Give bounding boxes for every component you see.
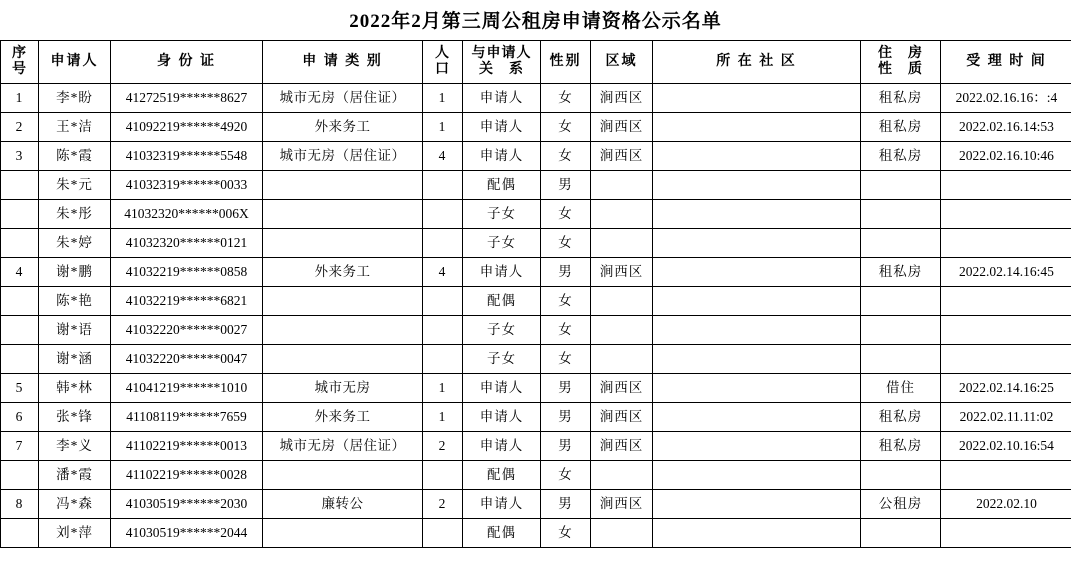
table-body <box>1 84 1071 548</box>
table-row <box>1 345 1071 374</box>
cell-applicant: 潘*霞 <box>39 461 111 490</box>
cell-accept-time: 2022.02.14.16:45 <box>941 258 1071 287</box>
cell-id-number: 41108119******7659 <box>111 403 263 432</box>
cell-id-number: 41272519******8627 <box>111 84 263 113</box>
cell-community <box>653 258 861 287</box>
cell-accept-time: 2022.02.16.14:53 <box>941 113 1071 142</box>
cell-seq: 6 <box>1 403 39 432</box>
cell-applicant: 刘*萍 <box>39 519 111 548</box>
cell-application-type: 城市无房（居住证） <box>263 84 423 113</box>
header-housing-type-line1: 住 房 <box>878 46 923 62</box>
cell-housing-type <box>861 200 941 229</box>
cell-relationship: 申请人 <box>463 258 541 287</box>
cell-population <box>423 316 463 345</box>
header-gender: 性别 <box>541 41 591 84</box>
cell-community <box>653 287 861 316</box>
table-row <box>1 374 1071 403</box>
cell-id-number: 41032219******6821 <box>111 287 263 316</box>
table-row <box>1 200 1071 229</box>
cell-housing-type <box>861 345 941 374</box>
cell-gender: 女 <box>541 519 591 548</box>
cell-housing-type <box>861 461 941 490</box>
cell-id-number: 41092219******4920 <box>111 113 263 142</box>
cell-application-type: 城市无房（居住证） <box>263 432 423 461</box>
cell-applicant: 谢*涵 <box>39 345 111 374</box>
cell-relationship: 申请人 <box>463 113 541 142</box>
header-housing-type <box>861 41 941 84</box>
cell-district <box>591 461 653 490</box>
cell-district <box>591 287 653 316</box>
cell-housing-type: 租私房 <box>861 432 941 461</box>
cell-accept-time <box>941 171 1071 200</box>
cell-district <box>591 229 653 258</box>
cell-community <box>653 113 861 142</box>
cell-housing-type: 租私房 <box>861 258 941 287</box>
table-row <box>1 490 1071 519</box>
cell-housing-type <box>861 229 941 258</box>
header-relationship-line1: 与申请人 <box>471 46 532 62</box>
header-applicant: 申请人 <box>39 41 111 84</box>
cell-applicant: 朱*婷 <box>39 229 111 258</box>
cell-seq: 5 <box>1 374 39 403</box>
cell-id-number: 41032320******006X <box>111 200 263 229</box>
cell-district: 涧西区 <box>591 258 653 287</box>
cell-community <box>653 519 861 548</box>
cell-relationship: 配偶 <box>463 287 541 316</box>
table-row <box>1 84 1071 113</box>
cell-seq <box>1 316 39 345</box>
cell-gender: 男 <box>541 403 591 432</box>
header-community: 所 在 社 区 <box>653 41 861 84</box>
cell-community <box>653 432 861 461</box>
header-seq-line2: 号 <box>12 62 27 77</box>
cell-accept-time: 2022.02.16.10:46 <box>941 142 1071 171</box>
cell-housing-type: 公租房 <box>861 490 941 519</box>
cell-population: 1 <box>423 374 463 403</box>
cell-seq: 8 <box>1 490 39 519</box>
table-row <box>1 142 1071 171</box>
cell-id-number: 41032220******0027 <box>111 316 263 345</box>
cell-application-type <box>263 171 423 200</box>
cell-district: 涧西区 <box>591 490 653 519</box>
cell-gender: 女 <box>541 287 591 316</box>
header-application-type: 申 请 类 别 <box>263 41 423 84</box>
cell-relationship: 子女 <box>463 229 541 258</box>
table-row <box>1 258 1071 287</box>
header-district: 区域 <box>591 41 653 84</box>
cell-accept-time: 2022.02.16.16：:4 <box>941 84 1071 113</box>
cell-seq: 4 <box>1 258 39 287</box>
cell-applicant: 冯*森 <box>39 490 111 519</box>
cell-housing-type: 租私房 <box>861 403 941 432</box>
cell-relationship: 配偶 <box>463 171 541 200</box>
cell-accept-time <box>941 200 1071 229</box>
cell-district: 涧西区 <box>591 84 653 113</box>
cell-seq <box>1 229 39 258</box>
cell-gender: 女 <box>541 316 591 345</box>
cell-community <box>653 171 861 200</box>
header-population-line1: 人 <box>435 46 450 62</box>
header-accept-time: 受 理 时 间 <box>941 41 1071 84</box>
cell-accept-time <box>941 461 1071 490</box>
cell-accept-time: 2022.02.11.11:02 <box>941 403 1071 432</box>
cell-population <box>423 229 463 258</box>
table-row <box>1 519 1071 548</box>
cell-applicant: 朱*元 <box>39 171 111 200</box>
cell-applicant: 韩*林 <box>39 374 111 403</box>
cell-housing-type <box>861 287 941 316</box>
cell-application-type <box>263 461 423 490</box>
cell-accept-time <box>941 287 1071 316</box>
header-id-number: 身 份 证 <box>111 41 263 84</box>
cell-community <box>653 200 861 229</box>
cell-applicant: 张*锋 <box>39 403 111 432</box>
cell-population: 2 <box>423 432 463 461</box>
cell-district <box>591 200 653 229</box>
cell-applicant: 谢*语 <box>39 316 111 345</box>
cell-gender: 女 <box>541 84 591 113</box>
table-row <box>1 171 1071 200</box>
cell-relationship: 申请人 <box>463 142 541 171</box>
cell-application-type: 外来务工 <box>263 258 423 287</box>
cell-population: 4 <box>423 258 463 287</box>
cell-housing-type <box>861 316 941 345</box>
cell-population <box>423 519 463 548</box>
cell-relationship: 申请人 <box>463 84 541 113</box>
cell-application-type: 城市无房（居住证） <box>263 142 423 171</box>
cell-accept-time <box>941 345 1071 374</box>
cell-gender: 男 <box>541 374 591 403</box>
cell-seq <box>1 171 39 200</box>
cell-population: 1 <box>423 113 463 142</box>
cell-accept-time: 2022.02.10 <box>941 490 1071 519</box>
cell-population: 2 <box>423 490 463 519</box>
cell-applicant: 朱*彤 <box>39 200 111 229</box>
cell-gender: 女 <box>541 113 591 142</box>
cell-community <box>653 84 861 113</box>
cell-accept-time <box>941 229 1071 258</box>
cell-district: 涧西区 <box>591 374 653 403</box>
cell-relationship: 子女 <box>463 345 541 374</box>
header-housing-type-line2: 性 质 <box>878 62 923 77</box>
cell-population <box>423 200 463 229</box>
table-row <box>1 316 1071 345</box>
cell-seq <box>1 287 39 316</box>
cell-community <box>653 403 861 432</box>
cell-relationship: 申请人 <box>463 374 541 403</box>
cell-accept-time <box>941 519 1071 548</box>
cell-gender: 女 <box>541 200 591 229</box>
cell-applicant: 陈*艳 <box>39 287 111 316</box>
cell-gender: 女 <box>541 345 591 374</box>
cell-applicant: 王*洁 <box>39 113 111 142</box>
cell-id-number: 41032320******0121 <box>111 229 263 258</box>
cell-gender: 女 <box>541 229 591 258</box>
table-row <box>1 432 1071 461</box>
cell-id-number: 41041219******1010 <box>111 374 263 403</box>
cell-seq <box>1 519 39 548</box>
cell-gender: 男 <box>541 258 591 287</box>
cell-relationship: 配偶 <box>463 461 541 490</box>
cell-relationship: 子女 <box>463 316 541 345</box>
cell-application-type: 城市无房 <box>263 374 423 403</box>
cell-seq: 3 <box>1 142 39 171</box>
cell-gender: 男 <box>541 171 591 200</box>
cell-gender: 女 <box>541 142 591 171</box>
cell-seq: 2 <box>1 113 39 142</box>
cell-id-number: 41032220******0047 <box>111 345 263 374</box>
cell-community <box>653 490 861 519</box>
cell-seq: 1 <box>1 84 39 113</box>
cell-relationship: 申请人 <box>463 403 541 432</box>
cell-accept-time: 2022.02.14.16:25 <box>941 374 1071 403</box>
cell-community <box>653 374 861 403</box>
cell-applicant: 陈*霞 <box>39 142 111 171</box>
cell-relationship: 配偶 <box>463 519 541 548</box>
cell-id-number: 41102219******0028 <box>111 461 263 490</box>
cell-district <box>591 519 653 548</box>
cell-housing-type <box>861 519 941 548</box>
table-row <box>1 287 1071 316</box>
table-row <box>1 403 1071 432</box>
cell-gender: 女 <box>541 461 591 490</box>
cell-housing-type: 租私房 <box>861 142 941 171</box>
cell-population: 1 <box>423 84 463 113</box>
header-relationship-line2: 关 系 <box>479 62 524 77</box>
cell-population <box>423 171 463 200</box>
cell-community <box>653 316 861 345</box>
cell-community <box>653 229 861 258</box>
cell-seq <box>1 345 39 374</box>
cell-application-type <box>263 200 423 229</box>
cell-id-number: 41032319******0033 <box>111 171 263 200</box>
header-seq-line1: 序 <box>12 46 27 62</box>
cell-district: 涧西区 <box>591 403 653 432</box>
cell-seq <box>1 200 39 229</box>
cell-application-type <box>263 345 423 374</box>
page-title: 2022年2月第三周公租房申请资格公示名单 <box>349 11 722 32</box>
table-header-row <box>1 41 1071 84</box>
cell-application-type <box>263 316 423 345</box>
table-row <box>1 229 1071 258</box>
cell-id-number: 41102219******0013 <box>111 432 263 461</box>
cell-accept-time <box>941 316 1071 345</box>
cell-application-type <box>263 287 423 316</box>
cell-population <box>423 345 463 374</box>
cell-seq: 7 <box>1 432 39 461</box>
cell-housing-type <box>861 171 941 200</box>
cell-community <box>653 461 861 490</box>
cell-district: 涧西区 <box>591 113 653 142</box>
table-row <box>1 461 1071 490</box>
cell-applicant: 谢*鹏 <box>39 258 111 287</box>
header-population <box>423 41 463 84</box>
cell-applicant: 李*义 <box>39 432 111 461</box>
cell-id-number: 41032319******5548 <box>111 142 263 171</box>
cell-district: 涧西区 <box>591 432 653 461</box>
header-relationship <box>463 41 541 84</box>
cell-housing-type: 租私房 <box>861 113 941 142</box>
cell-population <box>423 287 463 316</box>
cell-id-number: 41030519******2030 <box>111 490 263 519</box>
applicant-list-table <box>0 40 1071 548</box>
cell-id-number: 41030519******2044 <box>111 519 263 548</box>
cell-district <box>591 345 653 374</box>
cell-community <box>653 142 861 171</box>
table-row <box>1 113 1071 142</box>
cell-district: 涧西区 <box>591 142 653 171</box>
cell-application-type: 廉转公 <box>263 490 423 519</box>
cell-seq <box>1 461 39 490</box>
cell-applicant: 李*盼 <box>39 84 111 113</box>
header-seq <box>1 41 39 84</box>
cell-community <box>653 345 861 374</box>
cell-population: 1 <box>423 403 463 432</box>
cell-gender: 男 <box>541 490 591 519</box>
cell-population: 4 <box>423 142 463 171</box>
cell-housing-type: 借住 <box>861 374 941 403</box>
cell-housing-type: 租私房 <box>861 84 941 113</box>
cell-population <box>423 461 463 490</box>
cell-application-type <box>263 229 423 258</box>
cell-relationship: 子女 <box>463 200 541 229</box>
cell-application-type: 外来务工 <box>263 403 423 432</box>
cell-gender: 男 <box>541 432 591 461</box>
cell-application-type <box>263 519 423 548</box>
cell-district <box>591 316 653 345</box>
cell-id-number: 41032219******0858 <box>111 258 263 287</box>
header-population-line2: 口 <box>435 62 450 77</box>
cell-application-type: 外来务工 <box>263 113 423 142</box>
cell-relationship: 申请人 <box>463 490 541 519</box>
cell-district <box>591 171 653 200</box>
cell-relationship: 申请人 <box>463 432 541 461</box>
cell-accept-time: 2022.02.10.16:54 <box>941 432 1071 461</box>
